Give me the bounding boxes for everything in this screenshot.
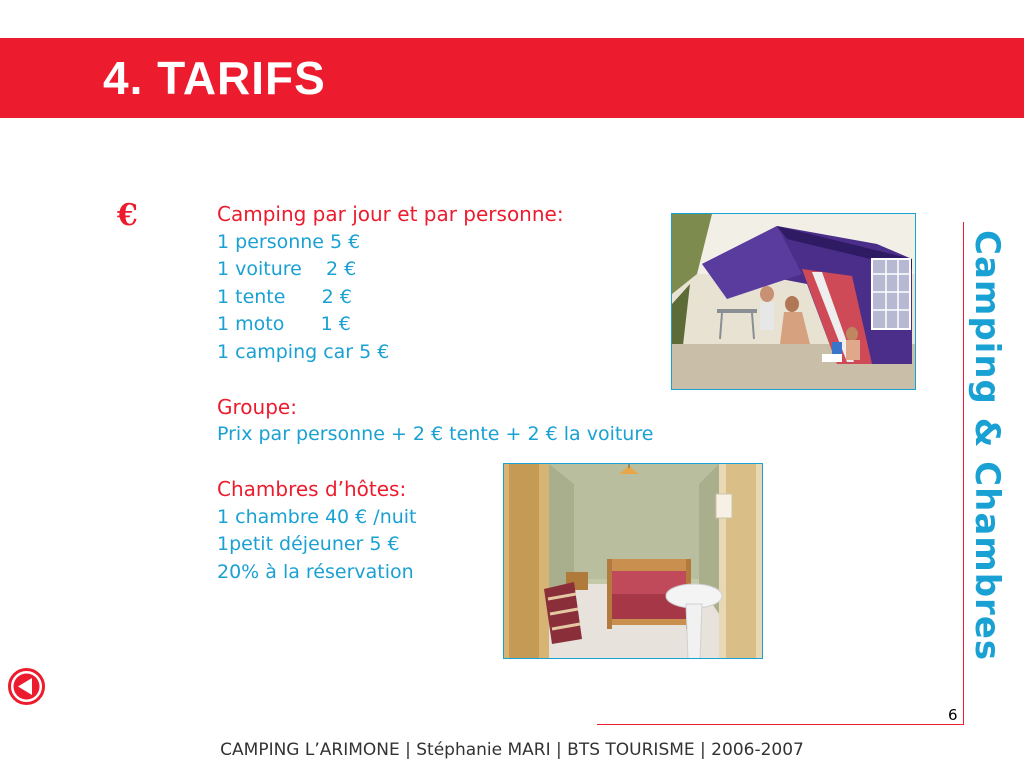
list-item: 1 personne 5 € [217, 230, 361, 253]
groupe-heading: Groupe: [217, 394, 297, 419]
euro-bullet-icon: € [117, 198, 138, 233]
list-item: 1 chambre 40 € /nuit [217, 505, 417, 528]
list-item: 1 camping car 5 € [217, 340, 390, 363]
tent-photo [671, 213, 916, 390]
list-item: 1 tente 2 € [217, 285, 352, 308]
page-title: 4. TARIFS [103, 52, 326, 104]
chambres-heading: Chambres d’hôtes: [217, 477, 407, 501]
back-button[interactable] [8, 668, 45, 705]
list-item: Prix par personne + 2 € tente + 2 € la voiture [217, 423, 654, 445]
page-number: 6 [948, 706, 958, 724]
spacer [217, 366, 653, 394]
footer: CAMPING L’ARIMONE | Stéphanie MARI | BTS TOURISME | 2006-2007 [220, 740, 804, 760]
title-bar [0, 38, 1024, 118]
horizontal-divider [597, 724, 964, 725]
side-title: Camping & Chambres [967, 230, 1007, 662]
list-item: 1 moto 1 € [217, 313, 351, 335]
list-item: 1petit déjeuner 5 € [217, 533, 400, 555]
camping-heading: Camping par jour et par personne: [217, 202, 564, 226]
list-item: 20% à la réservation [217, 560, 414, 583]
back-arrow-icon [8, 668, 45, 705]
list-item: 1 voiture 2 € [217, 258, 357, 280]
room-photo [503, 463, 763, 659]
